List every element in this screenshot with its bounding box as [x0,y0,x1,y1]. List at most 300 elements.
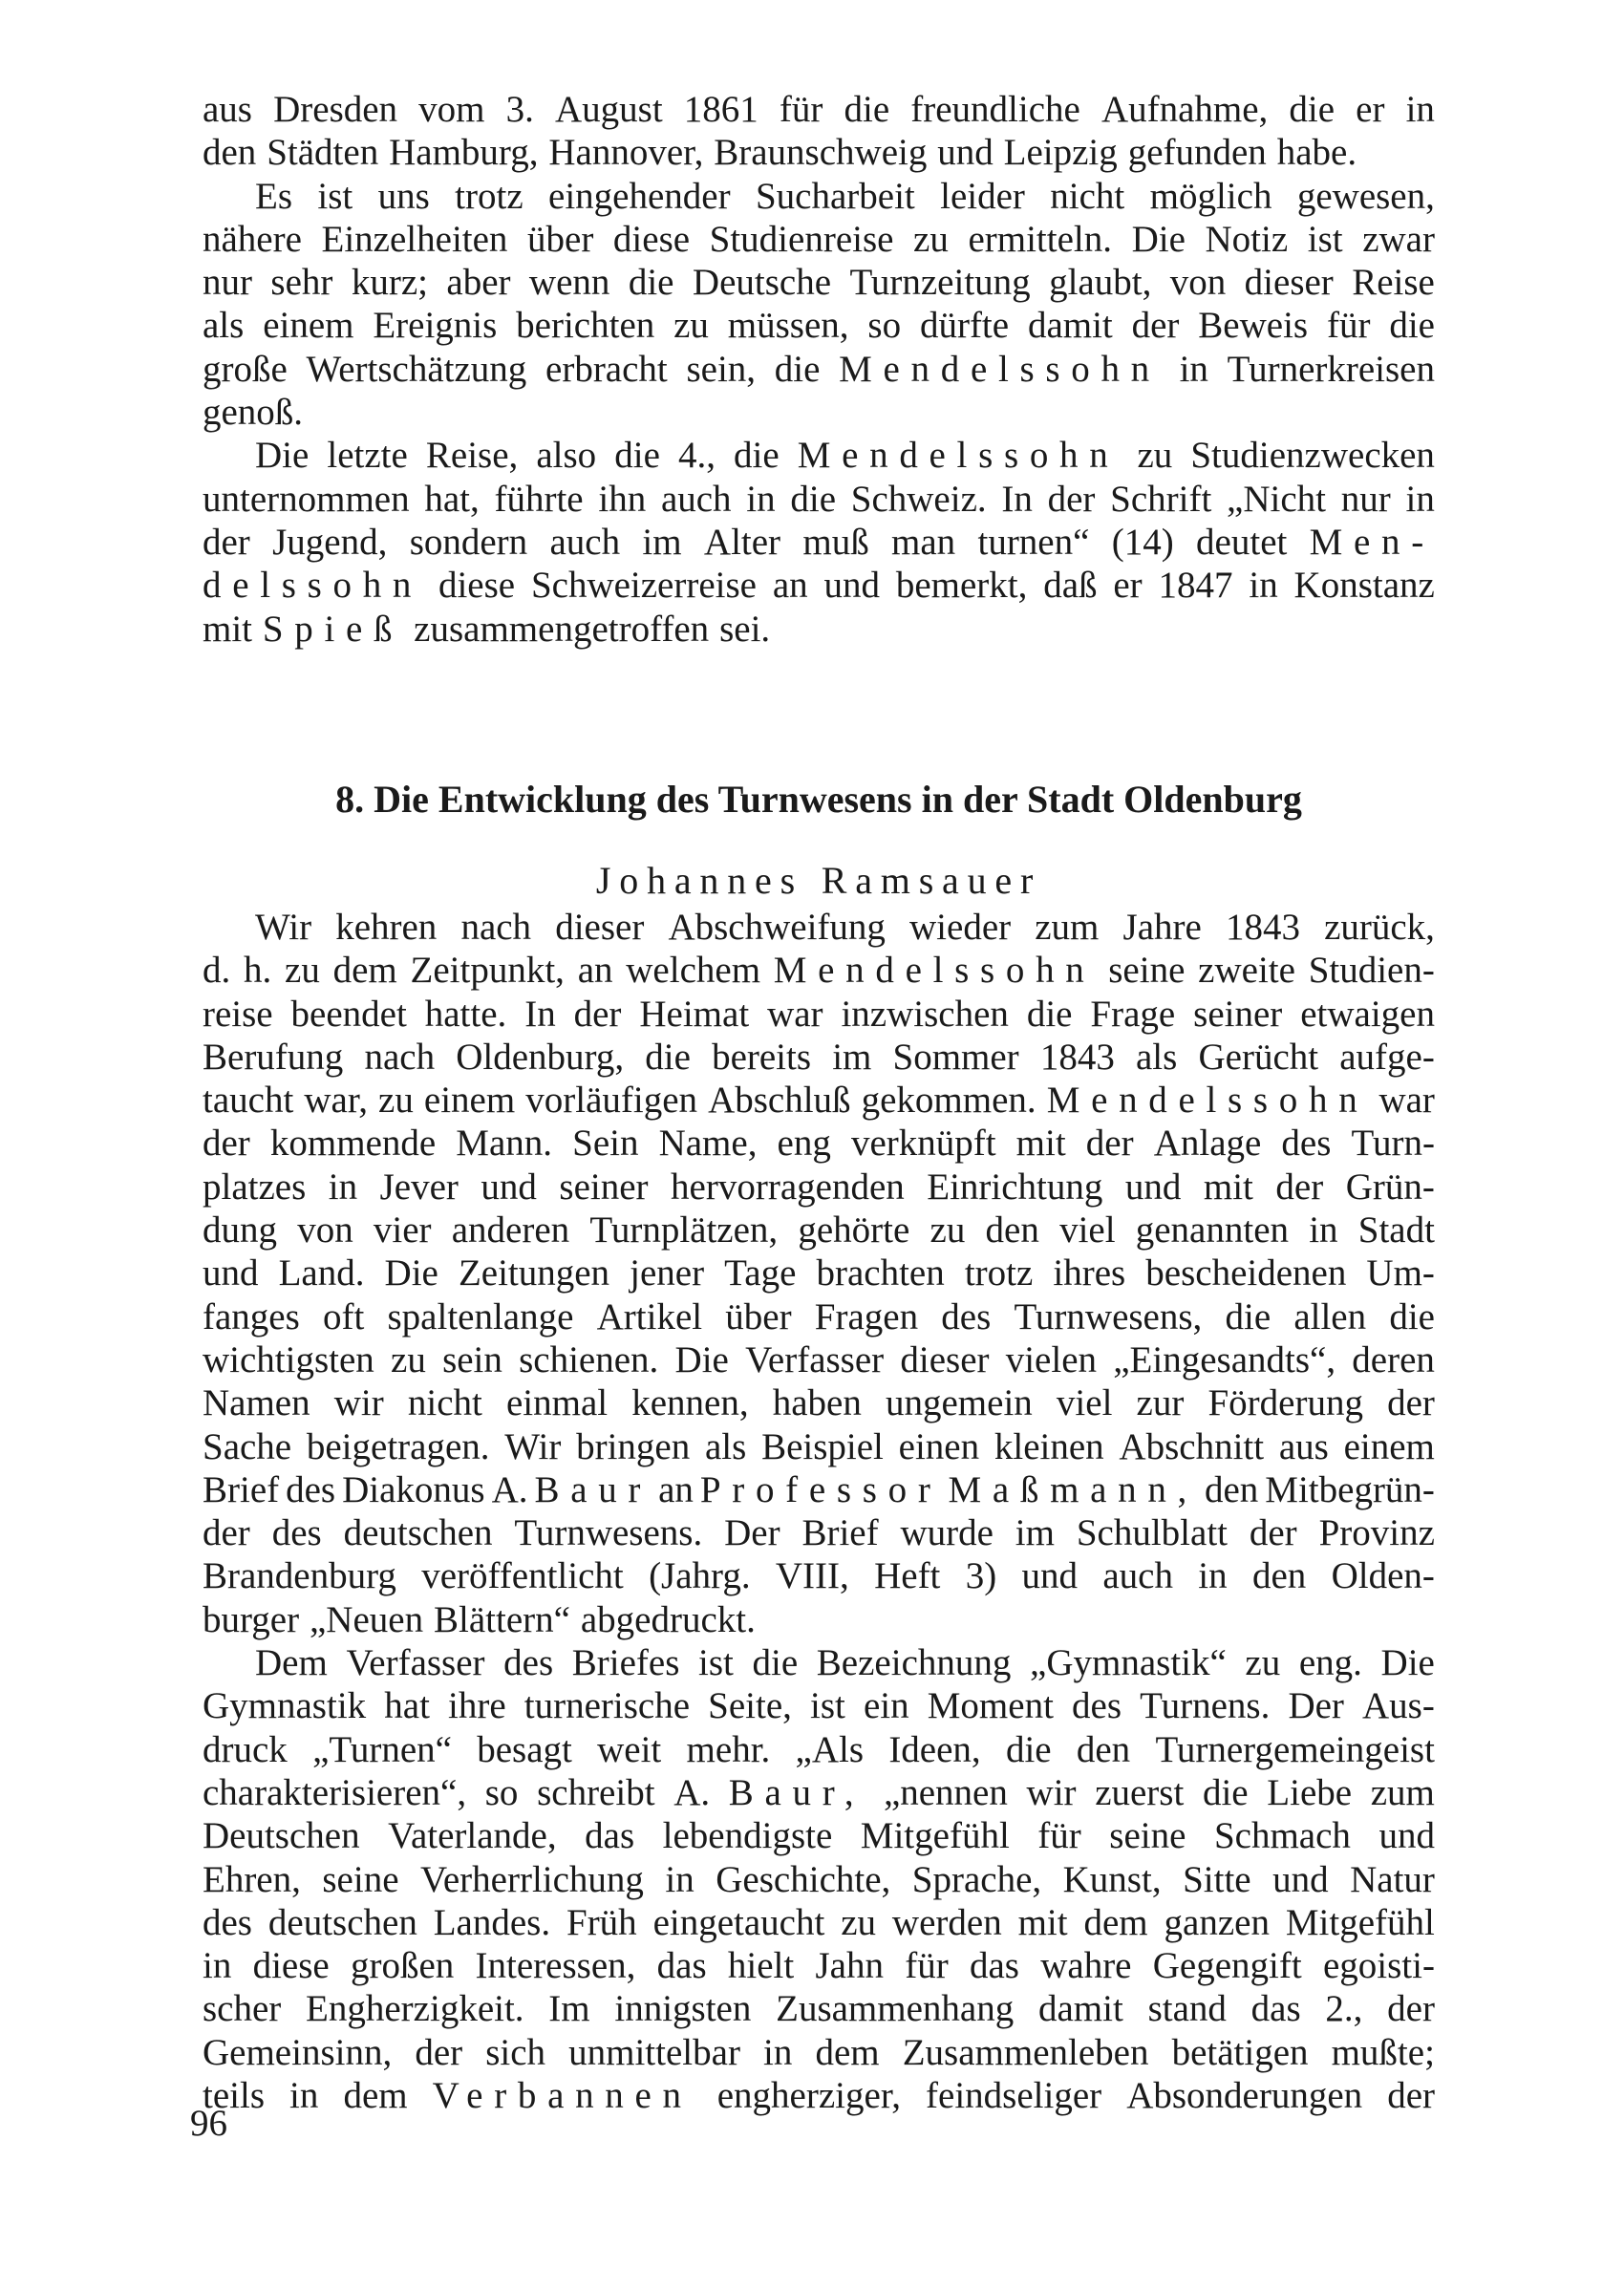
word: A. [673,1771,711,1813]
word: werden [891,1901,1002,1943]
text-line [203,1901,1435,1944]
word: kleinen [994,1425,1104,1467]
word: Einrichtung [927,1166,1103,1208]
word: Zusammenhang [776,1988,1015,2030]
word: Provinz [1318,1512,1435,1554]
word: die [1389,1295,1435,1338]
word: mit [1015,1123,1066,1165]
word: zurück, [1324,907,1435,948]
word: Wir [504,1425,562,1467]
word: Beweis [1198,305,1309,347]
word: engherziger, [716,2075,901,2117]
word: gefunden [1127,132,1267,174]
word: Wertschätzung [306,348,527,390]
word: 3. [505,89,534,130]
word: diese [252,1945,330,1987]
word: delssohn [203,565,423,607]
word: Notiz [1205,218,1289,260]
text-line [203,1814,1435,1857]
word: den [1204,1468,1259,1510]
word: ist [1307,218,1343,260]
word: Reise [1352,262,1435,304]
word: mehr. [686,1728,771,1770]
word: das [1250,1988,1301,2030]
word: der [1275,1166,1324,1208]
text-line [203,993,1435,1036]
word: hat, [424,478,480,520]
word: sei. [719,608,771,650]
word: sein [442,1338,502,1380]
word: Aufnahme, [1100,89,1269,130]
word: Geschichte, [716,1858,891,1900]
word: diese [612,218,691,260]
word: und [1124,1166,1182,1208]
word: zu [841,1901,877,1943]
word: spaltenlange [387,1295,574,1338]
word: zweite [1198,950,1295,992]
word: hat [384,1685,430,1727]
word: genannten [1135,1209,1290,1252]
word: des [203,1901,252,1943]
word: nähere [203,218,302,260]
word: Turnergemeingeist [1155,1728,1435,1770]
text-line [203,1166,1435,1209]
word: an [577,950,613,992]
word: in [1179,348,1208,390]
word: und [203,1252,259,1295]
word: ermitteln. [968,218,1112,260]
word: seiner [559,1166,649,1208]
word: und [937,132,994,174]
word: nicht [1050,175,1125,217]
word: nach [460,907,532,948]
word: nach [364,1036,436,1078]
word: den [1251,1555,1307,1597]
word: mußte; [1331,2031,1435,2073]
word: den [203,132,257,174]
text-line [203,175,1435,218]
word: Hamburg, [389,132,539,174]
word: Baur, [728,1771,865,1813]
word: des [503,1642,554,1684]
word: das [969,1945,1019,1987]
word: veröffentlicht [421,1555,624,1597]
word: Verfasser [346,1642,485,1684]
word: Es [255,175,292,217]
text-line [203,949,1435,992]
text-line [203,1987,1435,2030]
text-line [203,1425,1435,1468]
word: des [286,1468,336,1510]
word: in [203,1945,232,1987]
word: Braunschweig [714,132,928,174]
word: Sache [203,1425,292,1467]
word: wir [333,1382,384,1424]
word: 3) [965,1555,997,1597]
word: Berufung [203,1036,344,1078]
word: Liebe [1267,1771,1353,1813]
word: hervorragenden [671,1166,905,1208]
word: Wir [255,907,312,948]
word: jener [630,1252,705,1295]
word: für [905,1945,949,1987]
word: bemerkt, [895,565,1028,607]
word: lebendigste [662,1815,833,1857]
word: „Turnen“ [312,1728,452,1770]
text-line [203,1684,1435,1727]
word: turnerische [524,1685,691,1727]
word: Mendelssohn [839,348,1161,390]
word: Sprache, [911,1858,1042,1900]
word: aber [446,262,511,304]
word: an [658,1468,694,1510]
word: den [985,1209,1039,1252]
word: seine [1108,950,1186,992]
word: Tage [724,1252,797,1295]
word: ist [698,1642,734,1684]
word: und [1021,1555,1079,1597]
word: für [1037,1815,1081,1857]
text-line [203,1381,1435,1424]
word: viel [1056,1382,1113,1424]
word: Die [674,1338,729,1380]
text-line [203,1511,1435,1554]
word: „Neuen [310,1598,424,1640]
word: deutschen [267,1901,417,1943]
word: Schweiz. [850,478,987,520]
word: zuerst [1095,1771,1185,1813]
word: die [774,348,821,390]
word: in [763,2031,793,2073]
word: mit [1203,1166,1253,1208]
word: Dresden [273,89,398,130]
word: vom [418,89,485,130]
word: wurde [900,1512,994,1554]
word: Landes. [433,1901,551,1943]
text-line [203,131,1435,174]
word: Brief [203,1468,280,1510]
word: Mendelssohn [773,950,1096,992]
word: der [1047,478,1096,520]
word: Brandenburg [203,1555,396,1597]
word: Kunst, [1062,1858,1162,1900]
word: leider [940,175,1025,217]
word: August [554,89,663,130]
word: ganzen [1164,1901,1270,1943]
word: „Nicht [1227,478,1327,520]
word: diese [438,565,516,607]
word: zwar [1362,218,1435,260]
word: feindseliger [926,2075,1102,2117]
word: egoisti- [1322,1945,1435,1987]
word: wichtigsten [203,1338,374,1380]
word: „Eingesandts“, [1113,1338,1336,1380]
word: vorläufigen [525,1080,698,1122]
word: Brief [801,1512,879,1554]
word: Der [724,1512,780,1554]
word: über [725,1295,792,1338]
word: Turnzeitung [849,262,1031,304]
word: dem [815,2031,880,2073]
word: zu [285,950,320,992]
word: Jever [379,1166,459,1208]
word: so [484,1771,519,1813]
text-line [203,348,1435,391]
word: genoß. [203,392,304,434]
word: damit [1027,305,1113,347]
word: die [1005,1728,1052,1770]
word: die [645,1036,691,1078]
word: besagt [477,1728,572,1770]
word: mit [1017,1901,1068,1943]
word: bringen [576,1425,691,1467]
word: in [1198,1555,1228,1597]
word: brachten [816,1252,945,1295]
word: einem [1343,1425,1435,1467]
word: die [614,435,660,477]
word: Zusammenleben [902,2031,1149,2073]
word: verknüpft [850,1123,996,1165]
word: Verherrlichung [420,1858,644,1900]
word: habe. [1276,132,1357,174]
word: Förderung [1207,1382,1363,1424]
word: wenn [528,262,610,304]
word: dem [1083,1901,1148,1943]
word: und [481,1166,537,1208]
word: Turn- [1351,1123,1435,1165]
word: schienen. [519,1338,659,1380]
word: Sucharbeit [755,175,915,217]
word: Leipzig [1003,132,1118,174]
text-line [203,1728,1435,1771]
word: unmittelbar [568,2031,740,2073]
word: anderen [451,1209,570,1252]
word: turnen“ [977,521,1090,563]
word: in [289,2075,319,2117]
word: des [1072,1685,1122,1727]
word: Anlage [1153,1123,1262,1165]
word: kommende [269,1123,437,1165]
word: dem [343,2075,408,2117]
word: als [203,305,245,347]
text-line [203,304,1435,347]
word: 1843 [1039,1036,1115,1078]
word: gewesen, [1296,175,1435,217]
word: Namen [203,1382,310,1424]
word: Oldenburg, [456,1036,625,1078]
text-line [203,1944,1435,1987]
text-line [203,1036,1435,1079]
word: von [1169,262,1227,304]
word: in [1405,478,1435,520]
word: zu [391,1338,426,1380]
word: Schrift [1110,478,1212,520]
word: Zeitungen [458,1252,610,1295]
word: Moment [927,1685,1054,1727]
text-line [203,2031,1435,2074]
word: Absonderungen [1126,2075,1363,2117]
continued-text-block [203,88,1435,651]
word: Heimat [639,993,750,1035]
word: Gemeinsinn, [203,2031,393,2073]
word: zu [1137,435,1173,477]
word: also [536,435,597,477]
word: etwaigen [1300,993,1435,1035]
word: Land. [278,1252,365,1295]
word: Alter [703,521,781,563]
word: die [1225,1295,1271,1338]
word: wir [1026,1771,1077,1813]
word: die [790,478,837,520]
word: und [1272,1858,1329,1900]
word: Men- [1309,521,1435,563]
word: der [1387,1988,1435,2030]
word: Olden- [1331,1555,1435,1597]
word: Um- [1366,1252,1435,1295]
word: platzes [203,1166,307,1208]
word: seiner [1193,993,1283,1035]
word: zusammengetroffen [414,608,710,650]
word: 1843 [1225,907,1300,948]
word: Gymnastik [203,1685,367,1727]
word: Frage [1090,993,1176,1035]
word: Engherzigkeit. [306,1988,524,2030]
word: Fragen [814,1295,919,1338]
word: stand [1147,1988,1227,2030]
word: der [573,993,622,1035]
word: einem [423,1080,516,1122]
body-text-block [203,906,1435,2117]
word: mit [203,608,253,650]
text-line [203,1641,1435,1684]
word: Konstanz [1293,565,1435,607]
word: Ereignis [373,305,498,347]
word: des [271,1512,322,1554]
word: er [1113,565,1143,607]
word: hielt [727,1945,795,1987]
word: welchem [626,950,761,992]
word: trotz [964,1252,1034,1295]
word: abgedruckt. [580,1598,756,1640]
word: war, [304,1080,368,1122]
word: allen [1293,1295,1367,1338]
text-line [203,1295,1435,1338]
text-line [203,906,1435,949]
word: das [656,1945,707,1987]
word: und [823,565,880,607]
word: berichten [516,305,655,347]
word: die [752,1642,799,1684]
word: vier [373,1209,432,1252]
word: aus [203,89,252,130]
word: er [1356,89,1385,130]
word: Natur [1350,1858,1435,1900]
text-line [203,521,1435,564]
word: „nennen [883,1771,1008,1813]
word: ein [863,1685,909,1727]
word: Interessen, [475,1945,636,1987]
word: Sommer [892,1036,1019,1078]
word: Schweizerreise [530,565,757,607]
word: Ideen, [888,1728,981,1770]
word: zum [1035,907,1100,948]
word: große [203,348,288,390]
word: bereits [712,1036,812,1078]
word: in [328,1166,358,1208]
text-line [203,1771,1435,1814]
word: Im [548,1988,590,2030]
word: Deutschen [203,1815,360,1857]
word: der [1131,305,1180,347]
word: wahre [1040,1945,1132,1987]
word: h. [244,950,272,992]
word: ist [810,1685,845,1727]
text-line [203,1338,1435,1381]
word: zu [930,1209,966,1252]
word: kennen, [631,1382,749,1424]
word: Zeitpunkt, [410,950,565,992]
text-line [203,1122,1435,1165]
word: Abschluß [708,1080,851,1122]
word: deutschen [343,1512,493,1554]
word: dieser [900,1338,990,1380]
word: über [527,218,594,260]
word: glaubt, [1049,262,1152,304]
word: 2., [1325,1988,1363,2030]
word: kurz; [351,262,428,304]
word: der [1249,1512,1297,1554]
word: Beispiel [761,1425,884,1467]
word: Jugend, [272,521,388,563]
word: letzte [327,435,408,477]
word: Maßmann, [948,1468,1198,1510]
word: im [1015,1512,1055,1554]
page-number: 96 [190,2103,227,2144]
word: Früh [566,1901,637,1943]
word: druck [203,1728,288,1770]
word: eng. [1298,1642,1362,1684]
word: Turnwesens, [1014,1295,1203,1338]
word: Verbannen [432,2075,693,2117]
word: eng [777,1123,831,1165]
word: bescheidenen [1145,1252,1347,1295]
word: Gegengift [1152,1945,1302,1987]
word: ihn [598,478,647,520]
word: als [1136,1036,1178,1078]
text-line [203,1554,1435,1597]
word: Turnplätzen, [589,1209,779,1252]
word: auch [1102,1555,1173,1597]
word: weit [597,1728,662,1770]
word: ungemein [886,1382,1033,1424]
word: Jahre [1122,907,1202,948]
word: 4., [677,435,716,477]
word: deren [1352,1338,1435,1380]
word: der [203,521,250,563]
word: im [642,521,682,563]
word: Artikel [596,1295,703,1338]
word: In [524,993,556,1035]
word: Gerücht [1198,1036,1319,1078]
word: kehren [335,907,438,948]
word: Dem [255,1642,328,1684]
word: als [705,1425,747,1467]
word: 1861 [683,89,759,130]
word: gekommen. [861,1080,1036,1122]
word: in [1309,1209,1338,1252]
word: in [1405,89,1435,130]
text-line [203,1252,1435,1295]
